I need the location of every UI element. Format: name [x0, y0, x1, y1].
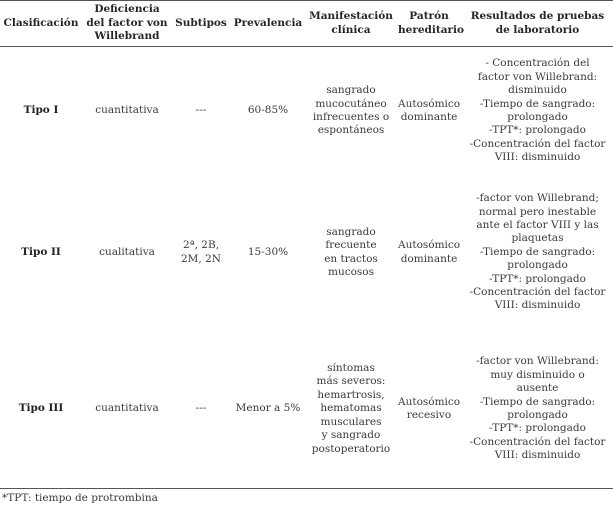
cell-patron: Autosómico recesivo — [396, 330, 462, 489]
footnote: *TPT: tiempo de protrombina — [2, 492, 158, 504]
cell-patron: Autosómico dominante — [398, 239, 461, 265]
cell-deficiencia: cuantitativa — [95, 104, 159, 117]
cell-resultados: -factor von Willebrand: muy disminuido o ausente -Tiempo de sangrado: prolongado -TPT*: prolongado -Concentración del factor VIII: disminuido — [462, 330, 613, 489]
header-deficiencia: Deficiencia del factor von Willebrand — [82, 1, 172, 47]
cell-prevalencia: 15-30% — [247, 245, 289, 258]
header-patron: Patrón hereditario — [396, 1, 462, 47]
cell-clasificacion: Tipo III — [0, 330, 82, 489]
cell-subtipos: --- — [195, 104, 207, 117]
table-row — [0, 47, 613, 176]
header-manifestacion: Manifestación clínica — [306, 1, 396, 47]
cell-manifestacion: sangrado mucocutáneo infrecuentes o espontáneos — [312, 84, 390, 137]
cell-manifestacion: sangrado frecuente en tractos mucosos — [324, 225, 378, 278]
header-clasificacion: Clasificación — [0, 1, 82, 47]
cell-resultados: -factor von Willebrand; normal pero inestable ante el factor VIII y las plaquetas -Tiempo de sangrado: prolongado -TPT*: prolongado -Concentración del factor VIII: disminuido — [469, 192, 606, 312]
cell-subtipos: 2ª, 2B, 2M, 2N — [181, 239, 221, 265]
cell-prevalencia: Menor a 5% — [230, 330, 306, 489]
header-row — [0, 1, 613, 47]
cell-resultados: - Concentración del factor von Willebrand: disminuido -Tiempo de sangrado: prolongado -TPT*: prolongado -Concentración del factor VIII: disminuido — [469, 57, 606, 164]
cell-subtipos: --- — [172, 330, 230, 489]
header-resultados: Resultados de pruebas de laboratorio — [462, 1, 613, 47]
header-subtipos: Subtipos — [172, 1, 230, 47]
cell-clasificacion: Tipo II — [21, 245, 61, 258]
table-row — [0, 175, 613, 330]
cell-clasificacion: Tipo I — [23, 104, 59, 117]
cell-prevalencia: 60-85% — [247, 104, 289, 117]
cell-deficiencia: cualitativa — [99, 245, 155, 258]
cell-deficiencia: cuantitativa — [82, 330, 172, 489]
header-prevalencia: Prevalencia — [230, 1, 306, 47]
table-row — [0, 330, 613, 489]
cell-patron: Autosómico dominante — [398, 97, 461, 123]
cell-manifestacion: síntomas más severos: hemartrosis, hematomas musculares y sangrado postoperatorio — [306, 330, 396, 489]
